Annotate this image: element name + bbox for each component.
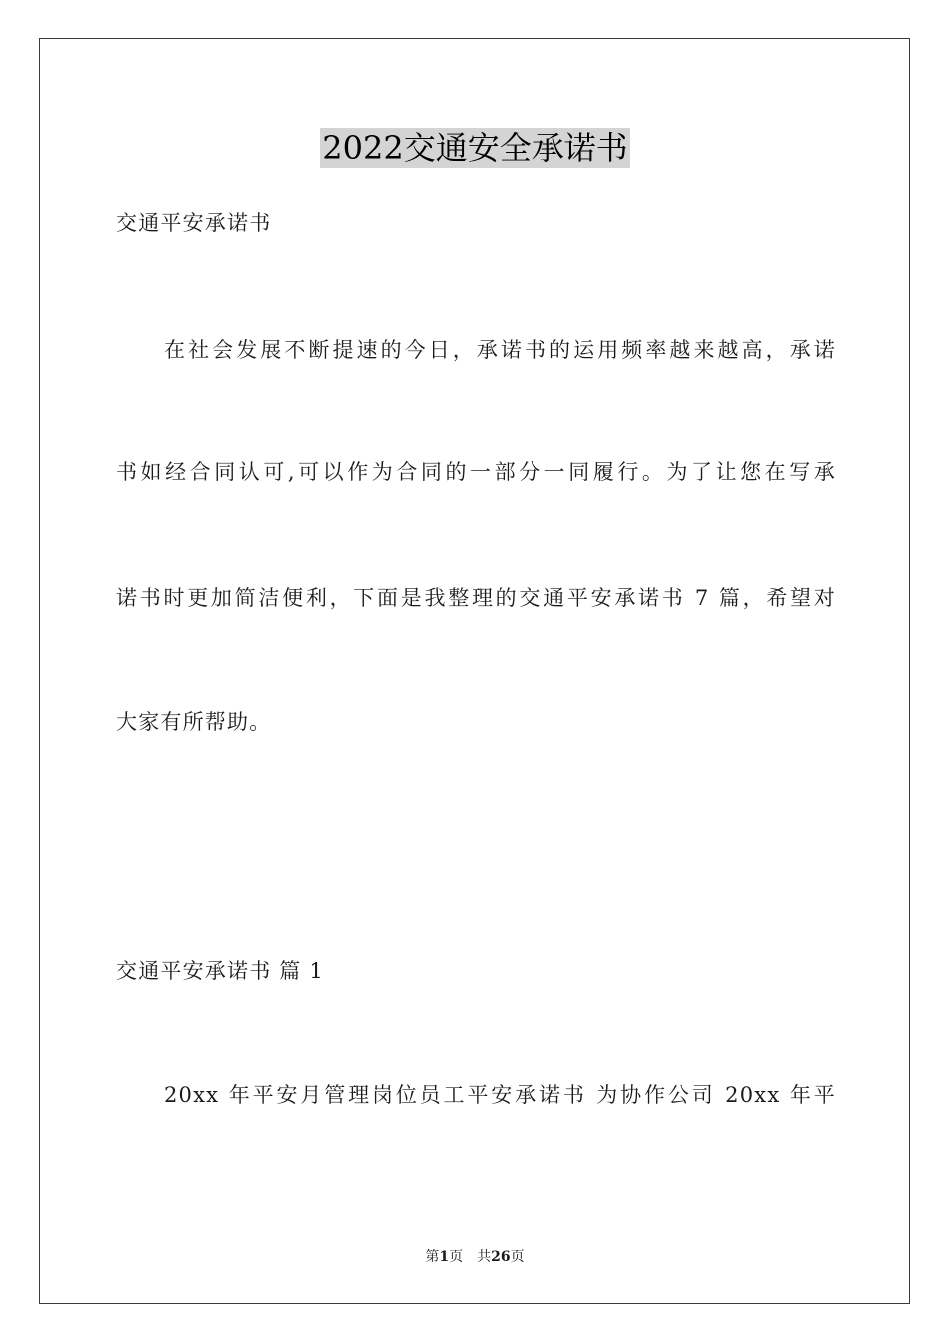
footer-page-prefix: 第 — [425, 1249, 440, 1265]
section-heading: 交通平安承诺书 篇 1 — [116, 959, 324, 983]
footer-total-suffix: 页 — [510, 1249, 525, 1265]
intro-line-3: 诺书时更加简洁便利，下面是我整理的交通平安承诺书 7 篇，希望对 — [116, 586, 836, 610]
intro-line-4: 大家有所帮助。 — [116, 710, 272, 734]
page-footer — [0, 1247, 950, 1267]
intro-line-2: 书如经合同认可,可以作为合同的一部分一同履行。为了让您在写承 — [116, 460, 836, 484]
footer-total-prefix: 共 — [477, 1249, 492, 1265]
section-first-line: 20xx 年平安月管理岗位员工平安承诺书 为协作公司 20xx 年平 — [164, 1083, 836, 1107]
footer-total-pages: 26 — [491, 1249, 511, 1265]
document-title-text: 2022交通安全承诺书 — [322, 129, 628, 167]
intro-line-1: 在社会发展不断提速的今日，承诺书的运用频率越来越高，承诺 — [164, 338, 836, 362]
document-subtitle: 交通平安承诺书 — [116, 211, 272, 235]
footer-page-suffix: 页 — [449, 1249, 464, 1265]
footer-page-number: 1 — [439, 1249, 450, 1265]
document-title — [0, 128, 950, 168]
